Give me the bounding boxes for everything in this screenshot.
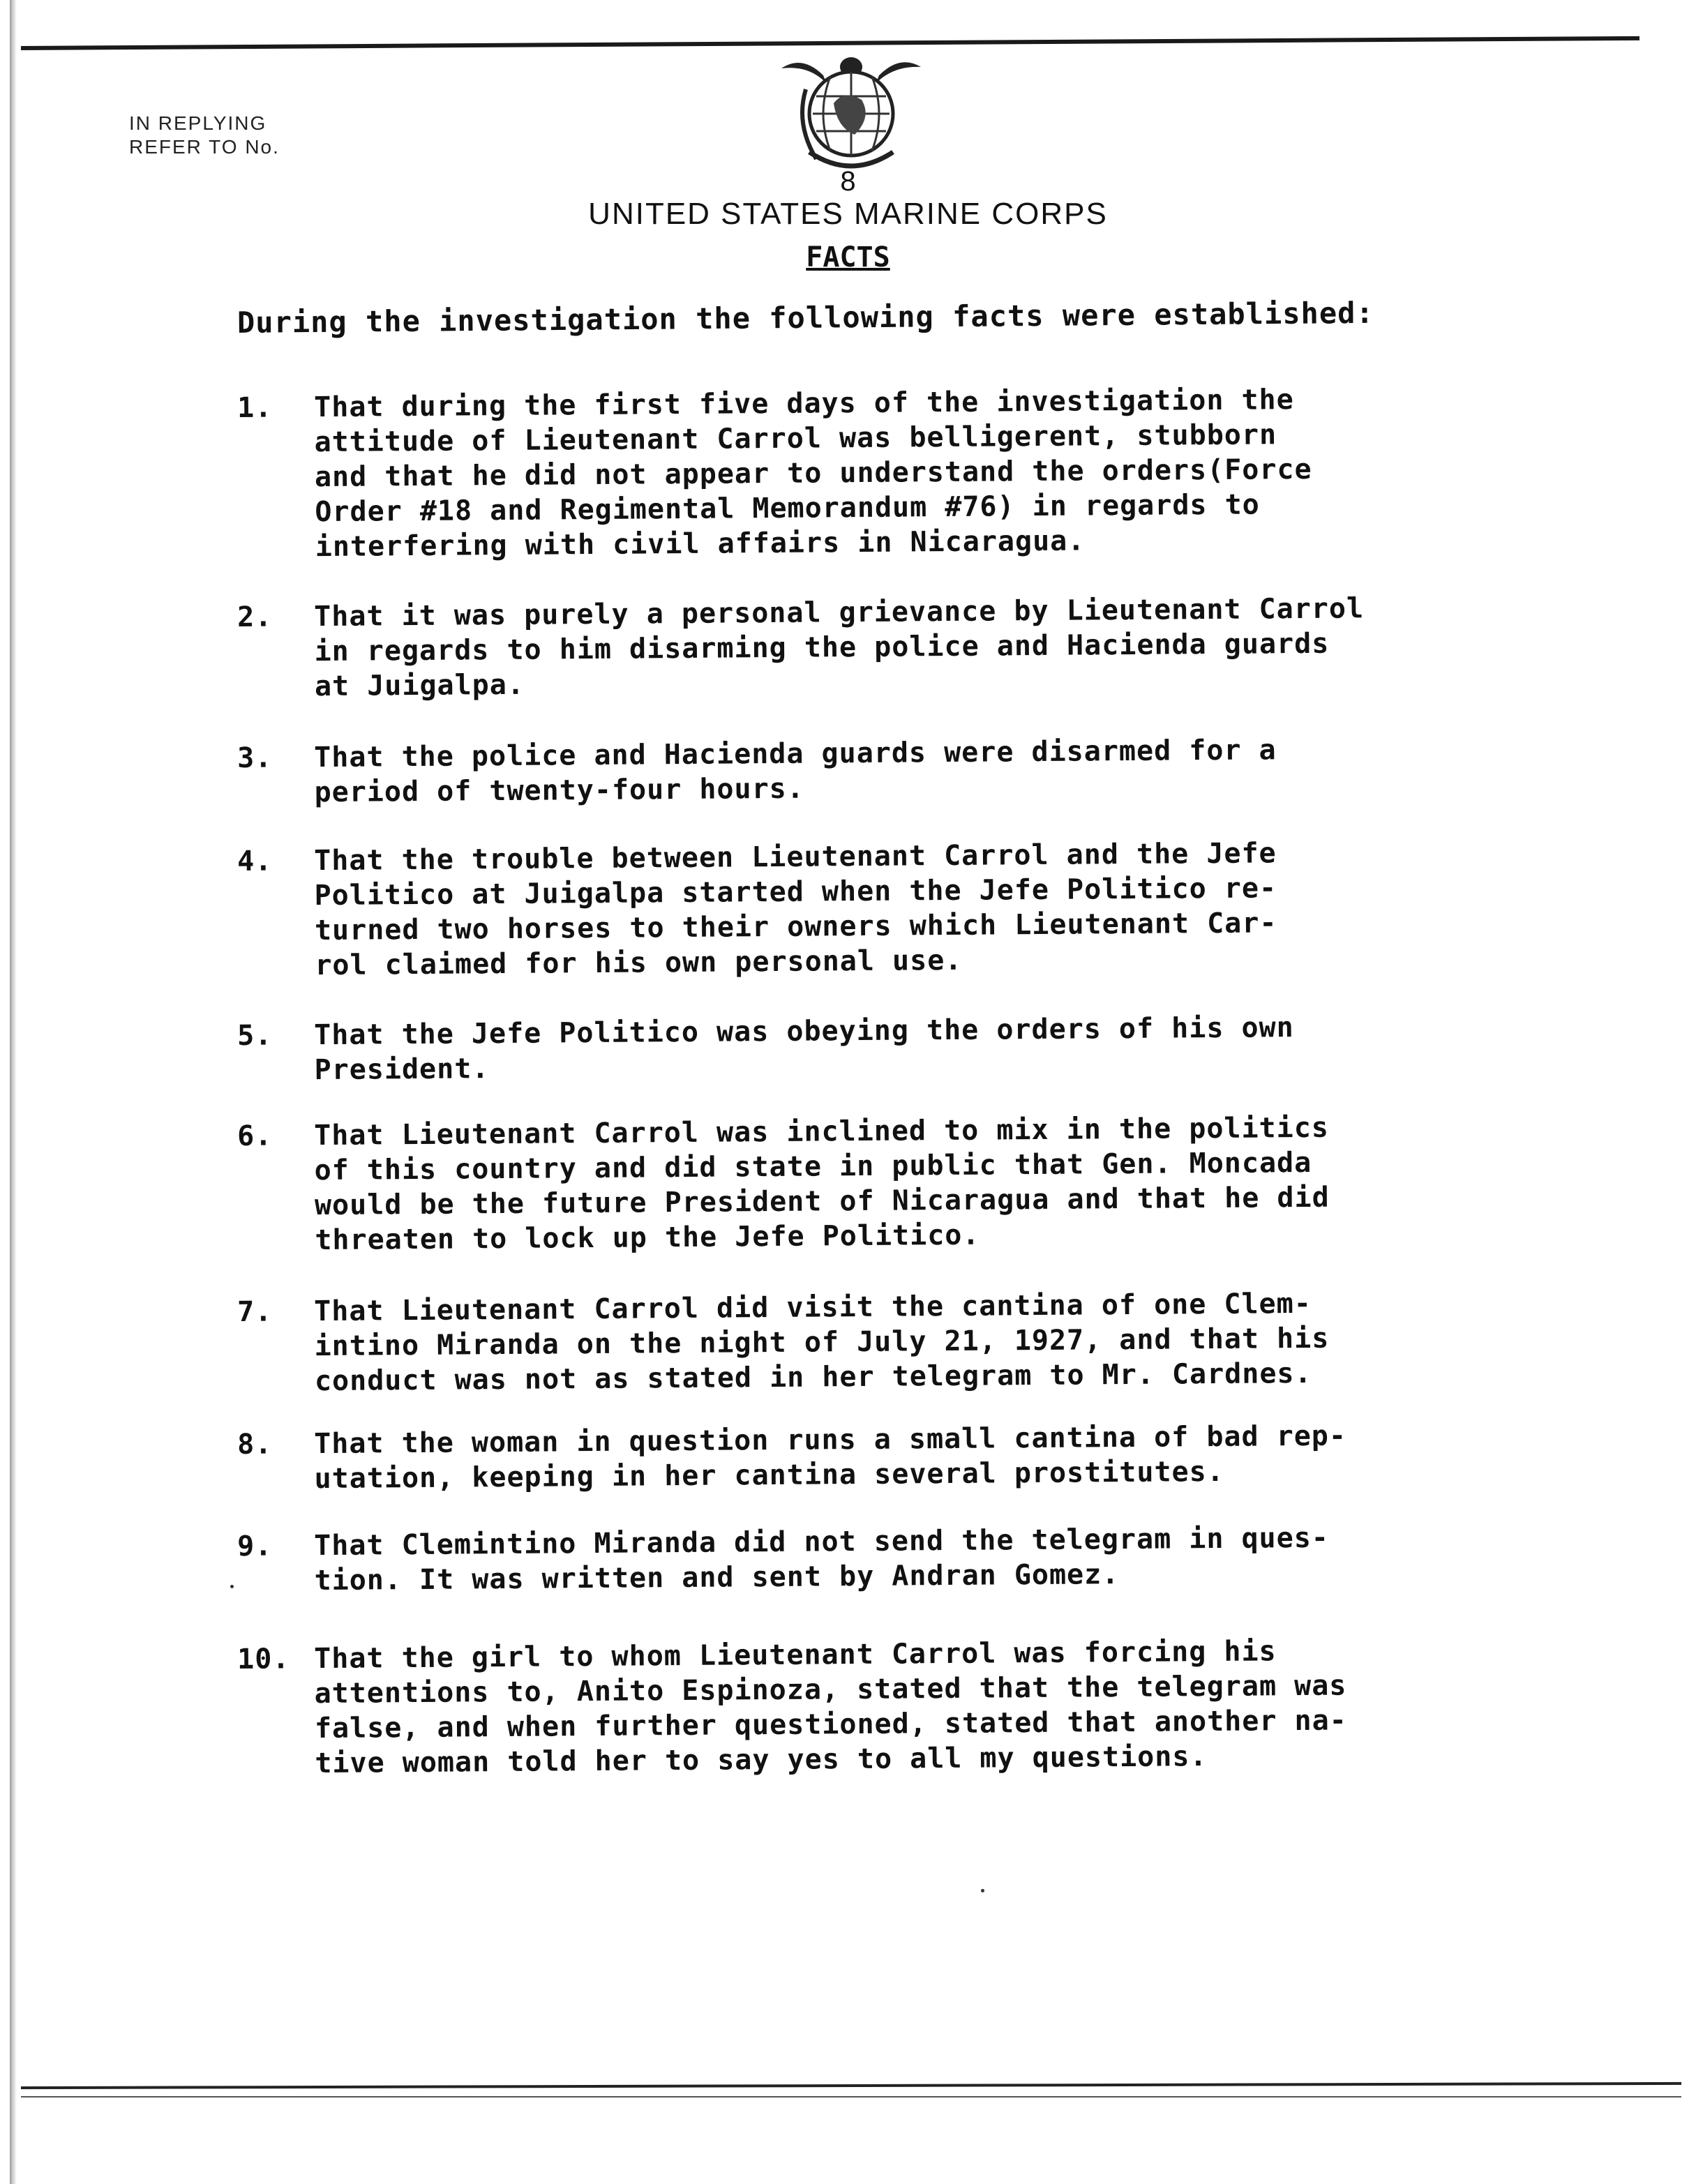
fact-item-4: [237, 834, 1585, 984]
reply-line-2: REFER TO No.: [129, 136, 280, 158]
fact-item-10: [237, 1632, 1585, 1782]
reply-line-1: IN REPLYING: [129, 112, 267, 134]
fact-text: That the Jefe Politico was obeying the orders of his own President.: [314, 1011, 1294, 1087]
fact-item-8: [237, 1417, 1584, 1497]
fact-text: That during the first five days of the investigation the attitude of Lieutenant Carrol was belligerent, stubborn and that he did not appear to understand the orders(Force Order #18 and Regimental Memorandum #76) in regards to interfering with civil affairs in Nicaragua.: [314, 384, 1312, 564]
paper-left-edge: [10, 0, 17, 2184]
fact-number: 9.: [237, 1530, 273, 1562]
section-heading: FACTS: [806, 241, 890, 273]
fact-item-9: [237, 1519, 1584, 1599]
paper-bottom-edge: [21, 2082, 1681, 2089]
fact-number: 2.: [237, 601, 273, 633]
fact-text: That the woman in question runs a small cantina of bad rep- utation, keeping in her cantina several prostitutes.: [314, 1419, 1347, 1496]
eagle-globe-anchor-emblem-icon: [774, 47, 928, 173]
fact-text: That Clemintino Miranda did not send the telegram in ques- tion. It was written and sent by Andran Gomez.: [314, 1521, 1330, 1597]
reply-reference-block: [129, 112, 280, 159]
fact-item-7: [237, 1284, 1584, 1399]
fact-number: 3.: [237, 741, 273, 774]
fact-text: That Lieutenant Carrol was inclined to mix in the politics of this country and did state in public that Gen. Moncada would be the future President of Nicaragua and that he did threaten to lock up the Jefe Politico.: [314, 1111, 1330, 1257]
fact-item-3: [237, 730, 1584, 811]
fact-number: 8.: [237, 1428, 273, 1461]
fact-number: 4.: [237, 845, 273, 878]
fact-number: 6.: [237, 1120, 273, 1152]
paper-bottom-edge-shadow: [21, 2096, 1681, 2098]
organization-name: UNITED STATES MARINE CORPS: [588, 197, 1108, 231]
fact-text: That it was purely a personal grievance by Lieutenant Carrol in regards to him disarming the police and Hacienda guards at Juigalpa.: [314, 592, 1365, 703]
fact-item-5: [237, 1008, 1584, 1088]
fact-item-6: [237, 1108, 1585, 1258]
fact-item-1: [237, 380, 1585, 565]
fact-number: 5.: [237, 1019, 273, 1052]
fact-number: 1.: [237, 391, 273, 424]
ink-speck: [230, 1585, 234, 1588]
fact-text: That Lieutenant Carrol did visit the cantina of one Clem- intino Miranda on the night of July 21, 1927, and that his conduct was not as stated in her telegram to Mr. Cardnes.: [314, 1287, 1330, 1398]
intro-sentence: During the investigation the following facts were established:: [237, 295, 1374, 340]
fact-text: That the police and Hacienda guards were disarmed for a period of twenty-four hours.: [314, 734, 1277, 809]
fact-number: 10.: [237, 1643, 290, 1675]
fact-text: That the trouble between Lieutenant Carrol and the Jefe Politico at Juigalpa started when the Jefe Politico re- turned two horses to their owners which Lieutenant Car- rol claimed for his own personal use.: [314, 837, 1277, 982]
fact-text: That the girl to whom Lieutenant Carrol was forcing his attentions to, Anito Espinoza, stated that the telegram was false, and when further questioned, stated that another na- tive woman told her to say yes to all my questions.: [314, 1635, 1347, 1780]
ink-speck: [981, 1889, 984, 1892]
fact-item-2: [237, 589, 1584, 705]
page-number: 8: [840, 166, 856, 197]
fact-number: 7.: [237, 1295, 273, 1328]
